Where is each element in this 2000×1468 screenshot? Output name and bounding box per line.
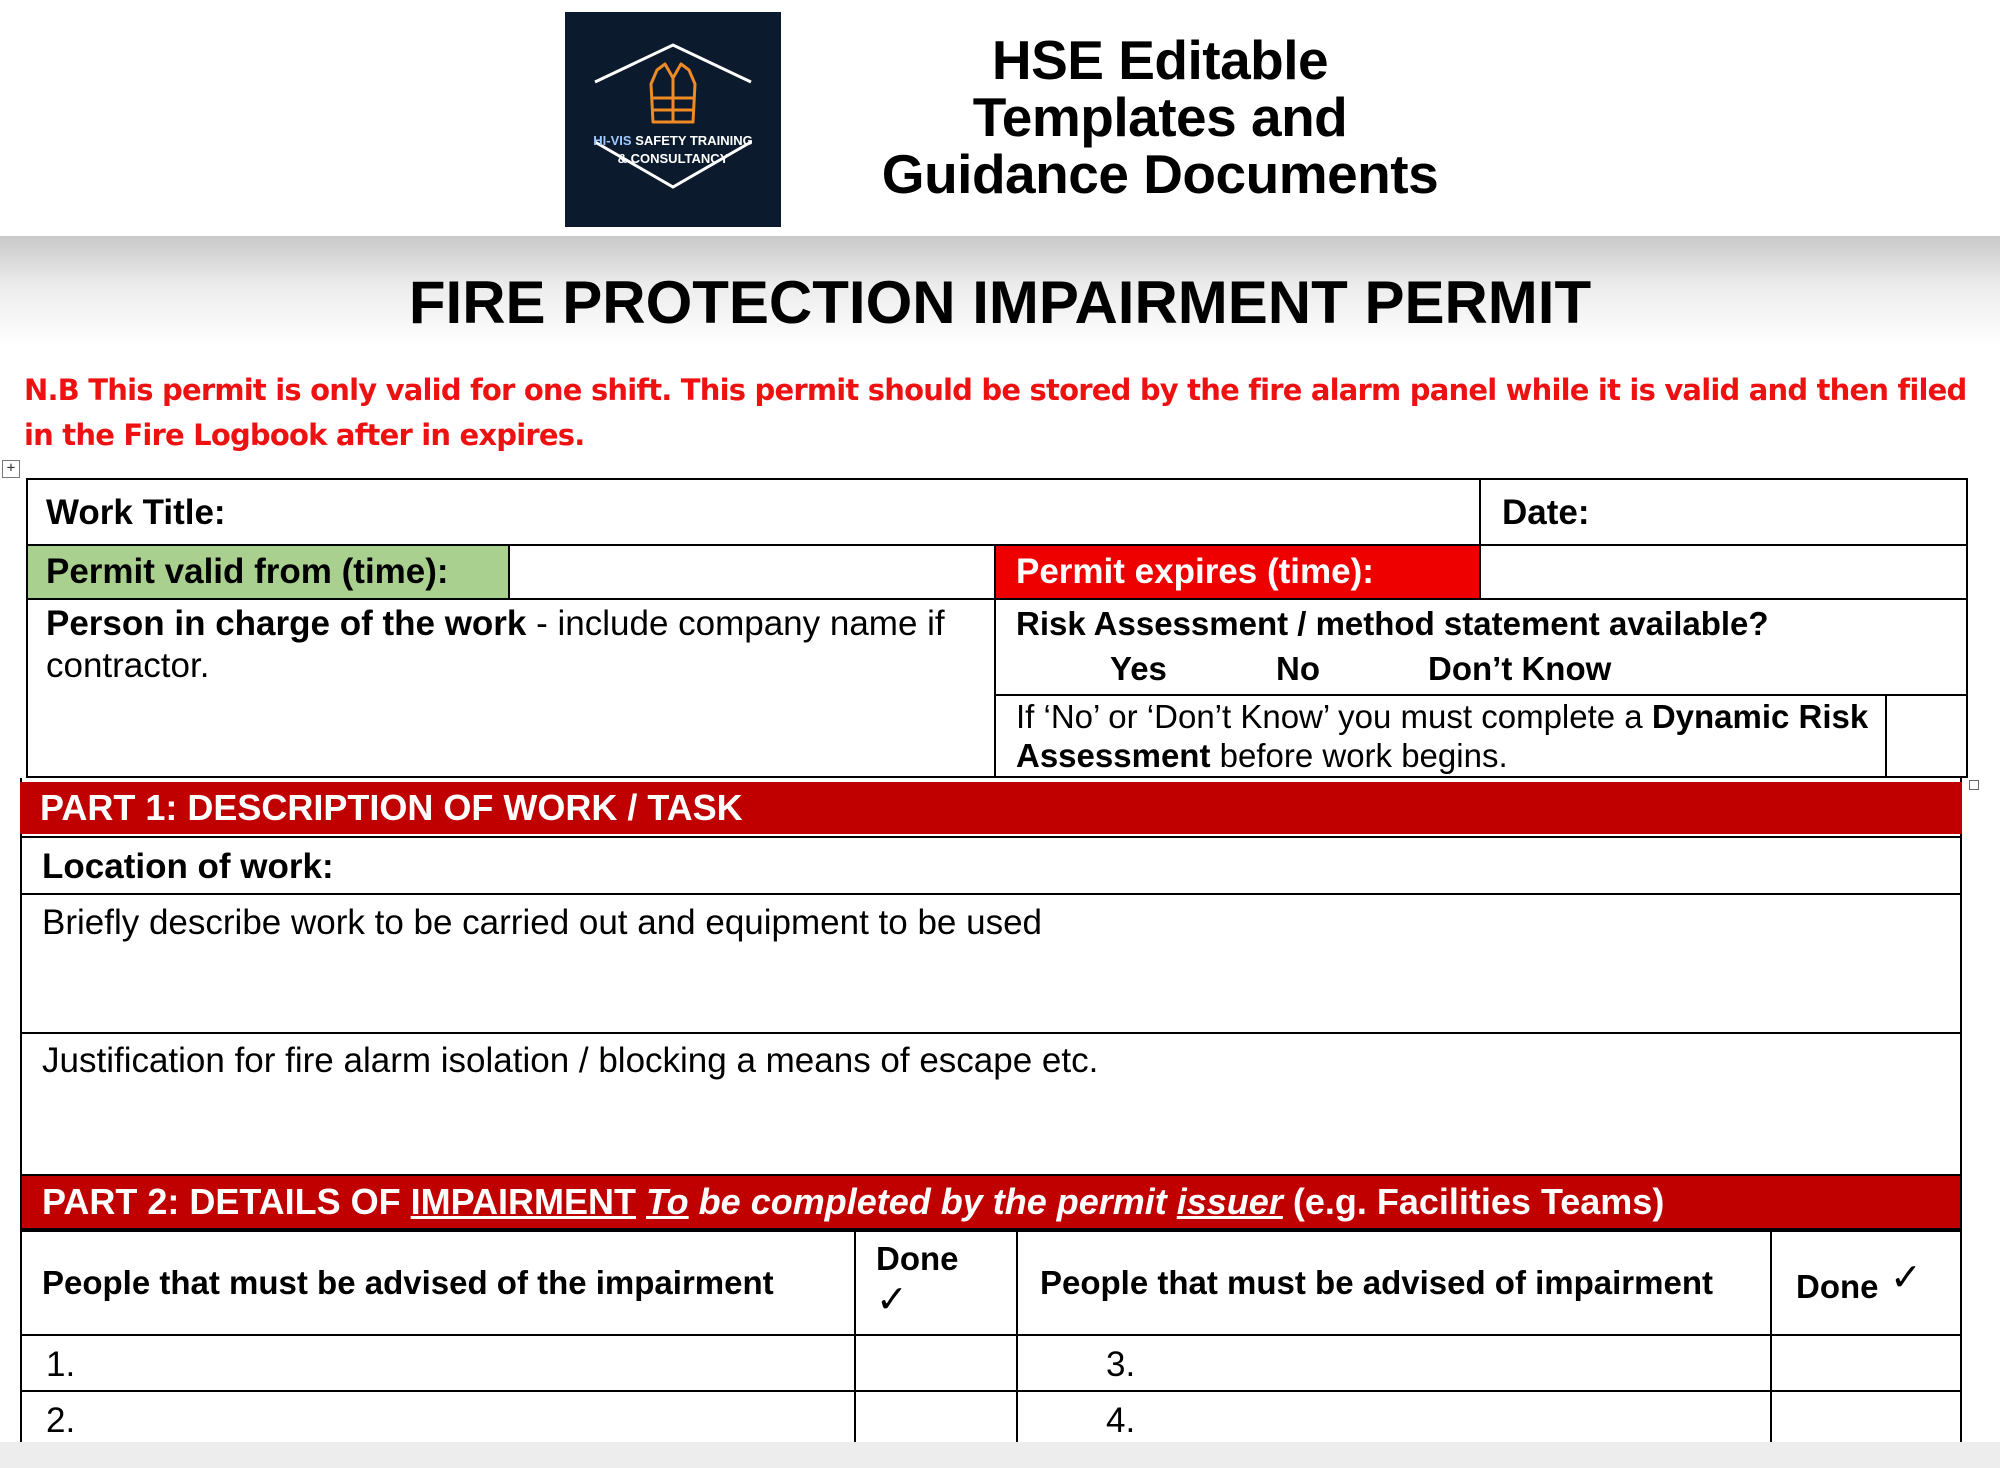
option-yes[interactable]: Yes	[1110, 650, 1167, 687]
divider	[26, 598, 1968, 600]
divider	[20, 1390, 1962, 1392]
justification-input[interactable]	[24, 1088, 1958, 1170]
divider	[1479, 478, 1481, 600]
work-title-label: Work Title:	[46, 493, 226, 532]
work-title-input[interactable]	[300, 482, 1470, 542]
part2-heading-a: PART 2: DETAILS OF	[42, 1181, 411, 1222]
logo-text-line1: HI-VIS SAFETY TRAINING	[593, 133, 753, 148]
divider	[508, 546, 510, 600]
logo-text-line2: & CONSULTANCY	[617, 151, 729, 166]
divider	[854, 1230, 856, 1468]
row-number: 3.	[1106, 1345, 1136, 1384]
part2-heading-f: issuer	[1176, 1181, 1283, 1222]
validity-note: N.B This permit is only valid for one shift. This permit should be stored by the fire alarm panel while it is valid and then filed in the Fire Logbook after in expires.	[24, 373, 1967, 452]
checkmark-icon: ✓	[876, 1277, 908, 1321]
header-title	[850, 29, 1470, 205]
divider	[1770, 1230, 1772, 1468]
dynamic-risk-note	[1016, 697, 1876, 775]
expires-input[interactable]	[1484, 548, 1964, 596]
col-done-2: Done	[1796, 1268, 1879, 1305]
risk-question: Risk Assessment / method statement available?	[1016, 605, 1769, 642]
expires-label: Permit expires (time):	[1016, 552, 1374, 591]
page-bottom-edge	[0, 1442, 2000, 1468]
part2-heading	[20, 1176, 1962, 1228]
divider	[20, 1032, 1962, 1034]
valid-from-label: Permit valid from (time):	[46, 552, 449, 591]
divider	[995, 694, 1968, 696]
divider	[1885, 696, 1887, 778]
divider	[20, 1230, 1962, 1232]
person-in-charge-label	[46, 603, 946, 687]
part2-heading-b: IMPAIRMENT	[410, 1181, 636, 1222]
vest-logo-icon	[565, 12, 781, 227]
header-title-line1: HSE Editable	[991, 29, 1329, 91]
dynamic-note-a: If ‘No’ or ‘Don’t Know’ you must complete a	[1016, 698, 1652, 735]
part1-heading: PART 1: DESCRIPTION OF WORK / TASK	[20, 782, 1962, 834]
date-label: Date:	[1502, 493, 1590, 532]
done-1-checkbox[interactable]	[858, 1338, 1014, 1388]
part2-heading-g: (e.	[1282, 1181, 1335, 1222]
option-no[interactable]: No	[1276, 650, 1320, 687]
row-number: 1.	[46, 1345, 76, 1384]
done-2-checkbox[interactable]	[858, 1394, 1014, 1442]
done-4-checkbox[interactable]	[1774, 1394, 1960, 1442]
part2-heading-i: . Facilities Teams)	[1356, 1181, 1665, 1222]
location-label: Location of work:	[42, 847, 334, 886]
col-people-2: People that must be advised of impairment	[1040, 1264, 1713, 1301]
part2-heading-h: g	[1334, 1181, 1357, 1222]
checkmark-icon: ✓	[1890, 1255, 1922, 1299]
person-4-input[interactable]	[1160, 1394, 1766, 1442]
divider	[20, 836, 1962, 838]
col-people-1: People that must be advised of the impairment	[42, 1264, 774, 1301]
divider	[20, 1334, 1962, 1336]
justification-label: Justification for fire alarm isolation / blocking a means of escape etc.	[42, 1041, 1099, 1080]
table-resize-handle-icon[interactable]	[1969, 780, 1979, 790]
table-move-handle-icon[interactable]: +	[2, 460, 20, 478]
part2-heading-e: be completed by the permit	[688, 1181, 1177, 1222]
option-dont-know[interactable]: Don’t Know	[1428, 650, 1612, 687]
date-input[interactable]	[1620, 482, 1960, 542]
dynamic-note-b: Dynamic Risk Assessment	[1016, 698, 1869, 774]
person-1-input[interactable]	[110, 1338, 850, 1388]
company-logo	[565, 12, 781, 227]
header-title-line2: Templates and	[972, 86, 1348, 148]
divider	[20, 893, 1962, 895]
person-2-input[interactable]	[110, 1394, 850, 1442]
col-done-1: Done	[876, 1240, 959, 1277]
valid-from-input[interactable]	[512, 548, 992, 596]
describe-input[interactable]	[24, 950, 1958, 1030]
done-3-checkbox[interactable]	[1774, 1338, 1960, 1388]
person-bold-text: Person in charge of the work	[46, 604, 527, 643]
divider	[1016, 1230, 1018, 1468]
row-number: 2.	[46, 1401, 76, 1440]
person-3-input[interactable]	[1160, 1338, 1766, 1388]
describe-label: Briefly describe work to be carried out and equipment to be used	[42, 903, 1043, 942]
person-rest-text: - include company name if contractor.	[46, 604, 945, 685]
dynamic-note-c: before work begins.	[1210, 737, 1508, 774]
header-title-line3: Guidance Documents	[881, 143, 1439, 205]
permit-title: FIRE PROTECTION IMPAIRMENT PERMIT	[408, 269, 1592, 336]
part2-heading-d: To	[646, 1181, 689, 1222]
row-number: 4.	[1106, 1401, 1136, 1440]
part2-heading-c	[636, 1181, 646, 1222]
